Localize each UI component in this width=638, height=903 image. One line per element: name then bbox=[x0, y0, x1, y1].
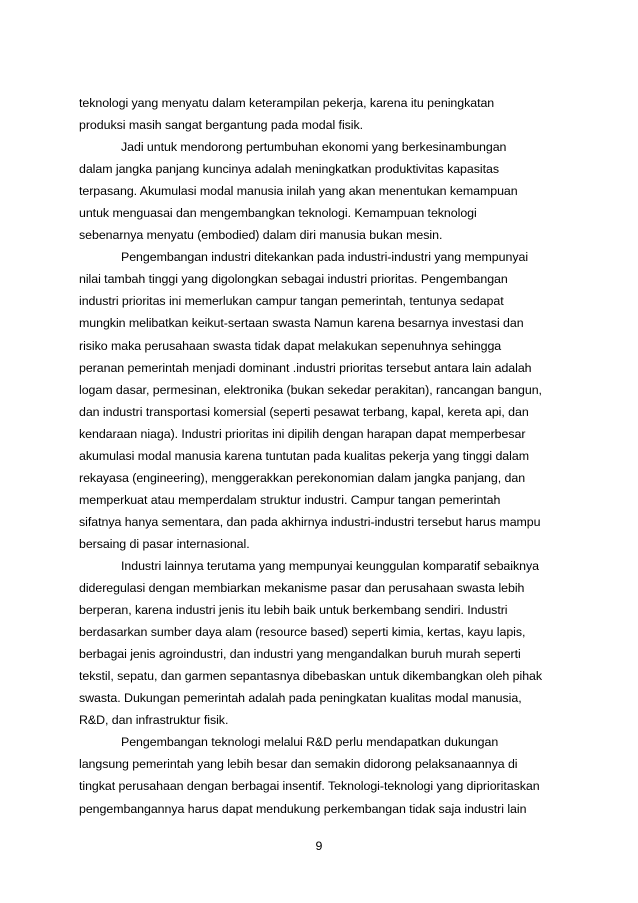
text-line: langsung pemerintah yang lebih besar dan semakin didorong pelaksanaannya di bbox=[79, 757, 518, 772]
text-line: untuk menguasai dan mengembangkan teknologi. Kemampuan teknologi bbox=[79, 206, 477, 221]
text-line: Jadi untuk mendorong pertumbuhan ekonomi yang berkesinambungan bbox=[121, 140, 507, 155]
text-line: dalam jangka panjang kuncinya adalah meningkatkan produktivitas kapasitas bbox=[79, 162, 499, 177]
text-line: dan industri transportasi komersial (seperti pesawat terbang, kapal, kereta api, dan bbox=[79, 404, 529, 419]
text-line: Industri lainnya terutama yang mempunyai keunggulan komparatif sebaiknya bbox=[121, 558, 539, 573]
text-line: tingkat perusahaan dengan berbagai insentif. Teknologi-teknologi yang diprioritaskan bbox=[79, 779, 540, 794]
page-number: 9 bbox=[315, 839, 323, 853]
text-line: dideregulasi dengan membiarkan mekanisme pasar dan perusahaan swasta lebih bbox=[79, 581, 525, 596]
text-line: berdasarkan sumber daya alam (resource based) seperti kimia, kertas, kayu lapis, bbox=[79, 625, 526, 640]
text-line: Pengembangan teknologi melalui R&D perlu mendapatkan dukungan bbox=[121, 735, 499, 750]
body-text bbox=[79, 92, 561, 820]
text-line: industri prioritas ini memerlukan campur tangan pemerintah, tentunya sedapat bbox=[79, 294, 504, 309]
text-line: nilai tambah tinggi yang digolongkan sebagai industri prioritas. Pengembangan bbox=[79, 272, 508, 287]
text-line: teknologi yang menyatu dalam keterampilan pekerja, karena itu peningkatan bbox=[79, 96, 495, 110]
text-line: tekstil, sepatu, dan garmen sepantasnya dibebaskan untuk dikembangkan oleh pihak bbox=[79, 669, 543, 684]
text-line: peranan pemerintah menjadi dominant .industri prioritas tersebut antara lain adalah bbox=[79, 360, 532, 375]
text-line: Pengembangan industri ditekankan pada industri-industri yang mempunyai bbox=[121, 250, 529, 265]
text-line: memperkuat atau memperdalam struktur industri. Campur tangan pemerintah bbox=[79, 492, 501, 507]
text-line: swasta. Dukungan pemerintah adalah pada peningkatan kualitas modal manusia, bbox=[79, 691, 522, 706]
text-line: terpasang. Akumulasi modal manusia inilah yang akan menentukan kemampuan bbox=[79, 184, 518, 199]
text-line: bersaing di pasar internasional. bbox=[79, 536, 250, 551]
text-line: sebenarnya menyatu (embodied) dalam diri manusia bukan mesin. bbox=[79, 228, 443, 243]
text-line: risiko maka perusahaan swasta tidak dapat melakukan sepenuhnya sehingga bbox=[79, 338, 502, 353]
text-line: kendaraan niaga). Industri prioritas ini dipilih dengan harapan dapat memperbesar bbox=[79, 426, 526, 441]
text-line: berperan, karena industri jenis itu lebih baik untuk berkembang sendiri. Industri bbox=[79, 603, 508, 618]
text-line: pengembangannya harus dapat mendukung perkembangan tidak saja industri lain bbox=[79, 801, 527, 816]
text-line: rekayasa (engineering), menggerakkan perekonomian dalam jangka panjang, dan bbox=[79, 470, 526, 485]
text-line: mungkin melibatkan keikut-sertaan swasta Namun karena besarnya investasi dan bbox=[79, 316, 524, 331]
text-line: berbagai jenis agroindustri, dan industri yang mengandalkan buruh murah seperti bbox=[79, 647, 521, 662]
text-line: logam dasar, permesinan, elektronika (bukan sekedar perakitan), rancangan bangun, bbox=[79, 382, 542, 397]
text-line: akumulasi modal manusia karena tuntutan pada kualitas pekerja yang tinggi dalam bbox=[79, 448, 529, 463]
text-line: produksi masih sangat bergantung pada modal fisik. bbox=[79, 118, 364, 133]
text-line: sifatnya hanya sementara, dan pada akhirnya industri-industri tersebut harus mampu bbox=[79, 514, 541, 529]
text-line: R&D, dan infrastruktur fisik. bbox=[79, 713, 229, 728]
